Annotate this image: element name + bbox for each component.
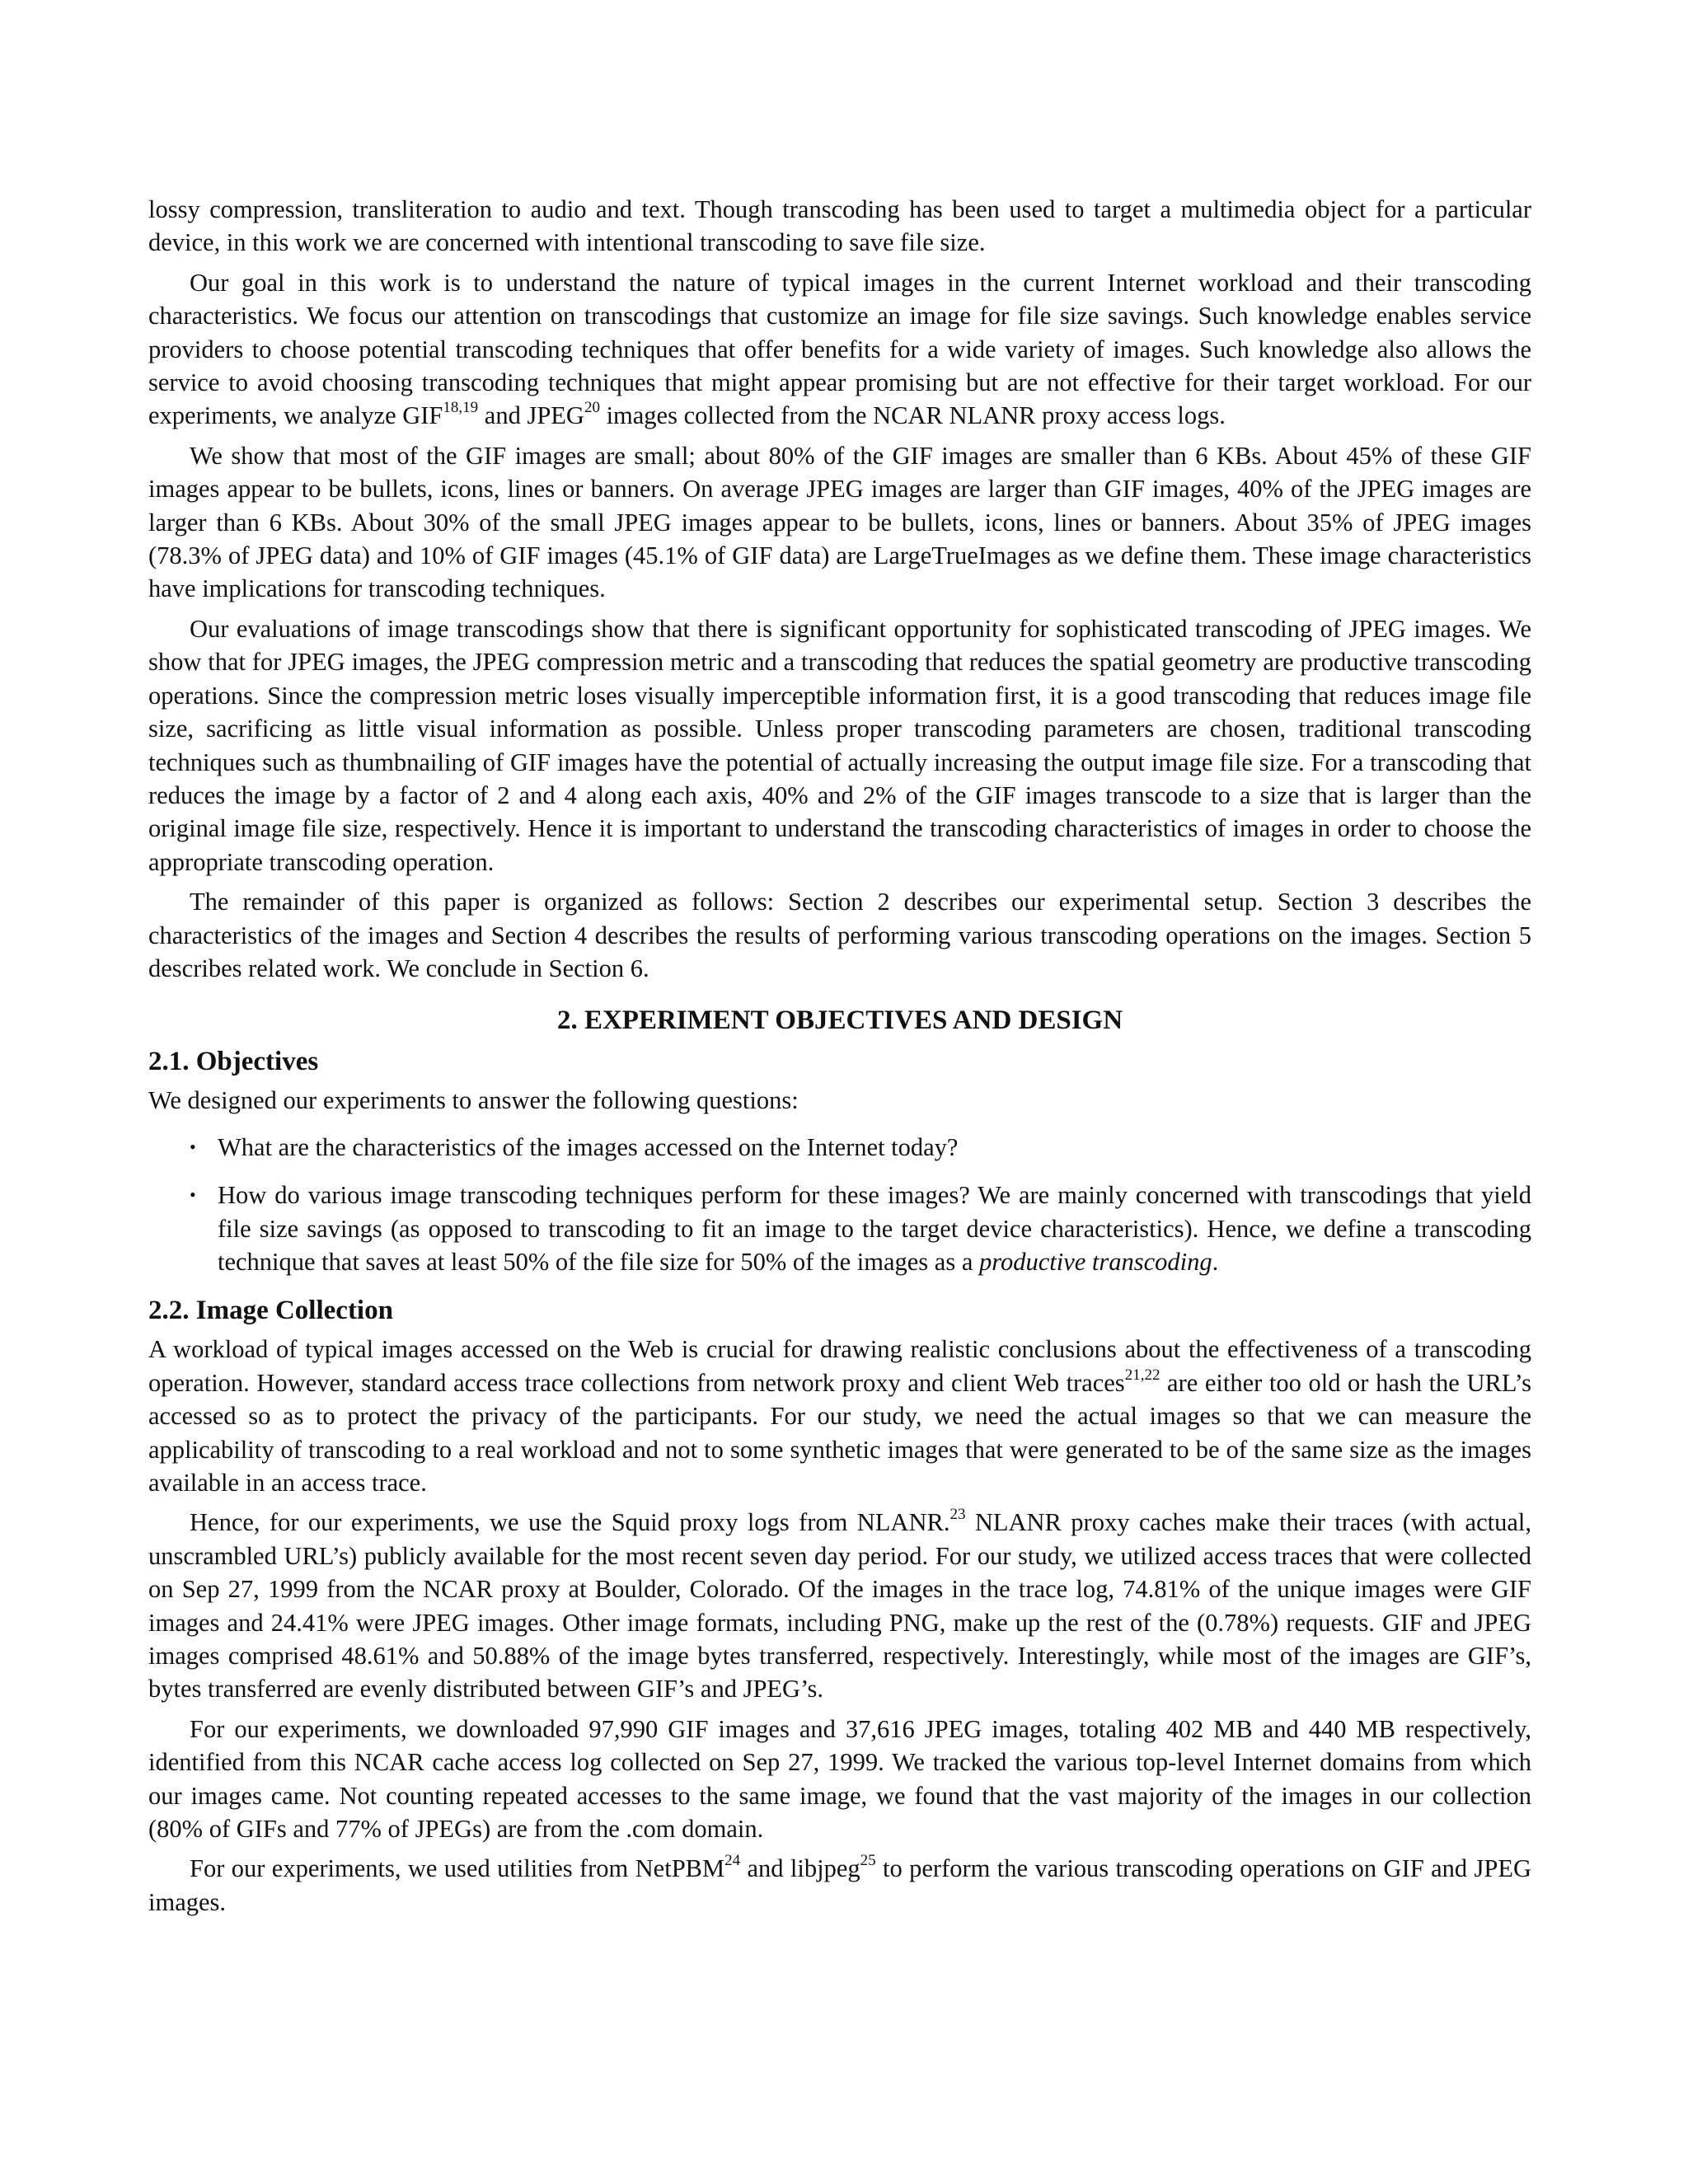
section-2-heading: 2. EXPERIMENT OBJECTIVES AND DESIGN <box>556 1005 1123 1036</box>
collection-paragraph-4: For our experiments, we used utilities from NetPBM$^{24}$ and libjpeg$^{25}$ to perform the various transcoding operations on GIF and JPEG images. <box>148 1852 1531 1916</box>
citation-20: 20 <box>584 399 600 417</box>
citation-21-22: 21,22 <box>1124 1366 1160 1384</box>
paper-page <box>148 193 1531 1925</box>
intro-paragraph-3: We show that most of the GIF images are small; about 80% of the GIF images are smaller than 6 KBs. About 45% of these GIF images appear to be bullets, icons, lines or banners. On average JPEG images are larger than GIF images, 40% of the JPEG images are larger than 6 KBs. About 30% of the small JPEG images appear to be bullets, icons, lines or banners. About 35% of JPEG images (78.3% of JPEG data) and 10% of GIF images (45.1% of GIF data) are LargeTrueImages as we define them. These image characteristics have implications for transcoding techniques. <box>148 441 1531 603</box>
citation-18-19: 18,19 <box>443 399 479 417</box>
citation-24: 24 <box>724 1852 741 1870</box>
collection-paragraph-3: For our experiments, we downloaded 97,990 GIF images and 37,616 JPEG images, totaling 402 MB and 440 MB respectively, identified from this NCAR cache access log collected on Sep 27, 1999. We tracked the various top-level Internet domains from which our images came. Not counting repeated accesses to the same image, we found that the vast majority of the images in our collection (80% of GIFs and 77% of JPEGs) are from the .com domain. <box>148 1714 1531 1844</box>
intro-paragraph-1: lossy compression, transliteration to audio and text. Though transcoding has been used to target a multimedia object for a particular device, in this work we are concerned with intentional transcoding to save file size. <box>148 195 1531 257</box>
subsection-2-1-heading: 2.1. Objectives <box>148 1047 319 1077</box>
objectives-list <box>148 1131 1531 1279</box>
intro-paragraph-4: Our evaluations of image transcodings show that there is significant opportunity for sophisticated transcoding of JPEG images. We show that for JPEG images, the JPEG compression metric and a transcoding that reduces the spatial geometry are productive transcoding operations. Since the compression metric loses visually imperceptible information first, it is a good transcoding that reduces image file size, sacrificing as little visual information as possible. Unless proper transcoding parameters are chosen, traditional transcoding techniques such as thumbnailing of GIF images have the potential of actually increasing the output image file size. For a transcoding that reduces the image by a factor of 2 and 4 along each axis, 40% and 2% of the GIF images transcode to a size that is larger than the original image file size, respectively. Hence it is important to understand the transcoding characteristics of images in order to choose the appropriate transcoding operation. <box>148 614 1531 876</box>
objectives-lead: We designed our experiments to answer the following questions: <box>148 1086 799 1115</box>
productive-transcoding-term: productive transcoding <box>979 1247 1212 1276</box>
bullet-icon: • <box>190 1136 196 1157</box>
citation-25: 25 <box>860 1852 876 1870</box>
list-item: • How do various image transcoding techniques perform for these images? We are mainly concerned with transcodings that yield file size savings (as opposed to transcoding to fit an image to the target device characteristics). Hence, we define a transcoding technique that saves at least 50% of the file size for 50% of the images as a productive transcoding. <box>148 1179 1531 1278</box>
intro-paragraph-2: Our goal in this work is to understand the nature of typical images in the current Internet workload and their transcoding characteristics. We focus our attention on transcodings that customize an image for file size savings. Such knowledge enables service providers to choose potential transcoding techniques that offer benefits for a wide variety of images. Such knowledge also allows the service to avoid choosing transcoding techniques that might appear promising but are not effective for their target workload. For our experiments, we analyze GIF$^{18,19}$ and JPEG$^{20}$ images collected from the NCAR NLANR proxy access logs. <box>148 268 1531 430</box>
intro-paragraph-5: The remainder of this paper is organized as follows: Section 2 describes our experimental setup. Section 3 describes the characteristics of the images and Section 4 describes the results of performing various transcoding operations on the images. Section 5 describes related work. We conclude in Section 6. <box>148 888 1531 982</box>
citation-23: 23 <box>950 1506 966 1524</box>
bullet-icon: • <box>190 1184 196 1206</box>
subsection-2-2-heading: 2.2. Image Collection <box>148 1296 393 1326</box>
collection-paragraph-2: Hence, for our experiments, we use the Squid proxy logs from NLANR.$^{23}$ NLANR proxy caches make their traces (with actual, unscrambled URL’s) publicly available for the most recent seven day period. For our study, we utilized access traces that were collected on Sep 27, 1999 from the NCAR proxy at Boulder, Colorado. Of the images in the trace log, 74.81% of the unique images were GIF images and 24.41% were JPEG images. Other image formats, including PNG, make up the rest of the (0.78%) requests. GIF and JPEG images comprised 48.61% and 50.88% of the image bytes transferred, respectively. Interestingly, while most of the images are GIF’s, bytes transferred are evenly distributed between GIF’s and JPEG’s. <box>148 1506 1531 1704</box>
collection-paragraph-1: A workload of typical images accessed on the Web is crucial for drawing realistic conclusions about the effectiveness of a transcoding operation. However, standard access trace collections from network proxy and client Web traces$^{21,22}$ are either too old or hash the URL’s accessed so as to protect the privacy of the participants. For our study, we need the actual images so that we can measure the applicability of transcoding to a real workload and not to some synthetic images that were generated to be of the same size as the images available in an access trace. <box>148 1335 1531 1497</box>
list-item: • What are the characteristics of the images accessed on the Internet today? <box>148 1131 1531 1164</box>
